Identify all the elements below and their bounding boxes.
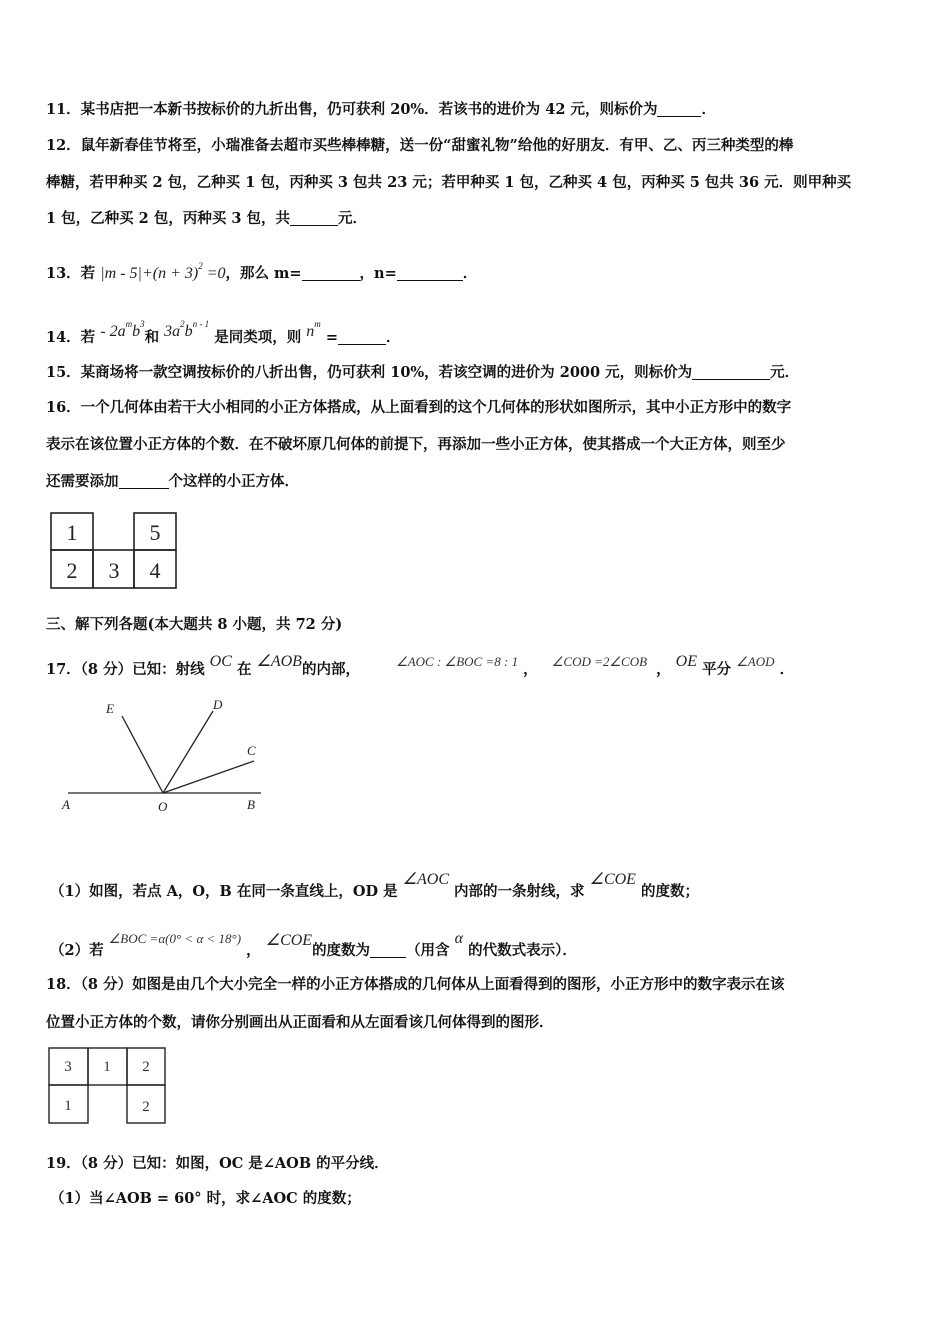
q11-blank[interactable]: [657, 102, 701, 117]
label-b: B: [247, 797, 255, 812]
question-12-line3: 1 包，乙种买 2 包，丙种买 3 包，共 元．: [46, 210, 368, 227]
label-e: E: [106, 701, 114, 716]
question-11: 11．某书店把一本新书按标价的九折出售，仍可获利 20%．若该书的进价为 42 元，则标价为 ．: [46, 101, 716, 118]
label-a: A: [62, 797, 70, 812]
question-17: 17．（8 分）已知：射线 OC 在 ∠AOB的内部， ∠AOC : ∠BOC =8 : 1 ， ∠COD =2∠COB ， OE 平分 ∠AOD ．: [46, 653, 795, 678]
q14-term2: $3a^2b^{n - 1}$: [164, 319, 210, 340]
question-19-line2: （1）当∠AOB = 60° 时，求∠AOC 的度数；: [50, 1190, 361, 1207]
grid-cell: 2: [66, 558, 78, 583]
label-o: O: [158, 799, 168, 814]
grid-cell: 5: [149, 520, 161, 545]
q14-term1: - $2a^mb^3$: [100, 319, 145, 340]
q13-m-blank[interactable]: [302, 266, 360, 281]
grid-cell: 3: [108, 558, 120, 583]
question-12-line1: 12．鼠年新春佳节将至，小瑞准备去超市买些棒棒糖，送一份“甜蜜礼物”给他的好朋友．有甲、乙、丙三种类型的棒: [46, 137, 794, 154]
section-3-heading: 三、解下列各题(本大题共 8 小题，共 72 分): [46, 616, 343, 633]
question-18-line1: 18．（8 分）如图是由几个大小完全一样的小正方体搭成的几何体从上面看得到的图形，小正方形中的数字表示在该: [46, 976, 785, 993]
q14-blank[interactable]: [338, 330, 386, 345]
ray-oc: [163, 761, 254, 793]
q11-text: 11．某书店把一本新书按标价的九折出售，仍可获利 20%．若该书的进价为 42 元，则标价为: [46, 101, 658, 118]
grid-cell: 1: [66, 520, 78, 545]
grid-cell: 1: [103, 1059, 111, 1075]
q17-part2-blank[interactable]: [370, 943, 406, 958]
q16-top-view-grid: [48, 510, 180, 592]
label-d: D: [213, 697, 223, 712]
q12-blank[interactable]: [290, 211, 338, 226]
q17-part1: （1）如图，若点 A，O，B 在同一条直线上，OD 是 ∠AOC 内部的一条射线，求 ∠COE 的度数；: [50, 871, 700, 900]
q16-blank[interactable]: [119, 474, 169, 489]
question-14: 14．若 - $2a^mb^3$和 $3a^2b^{n - 1}$ 是同类项，则 $n^m$ = ．: [46, 319, 401, 346]
ray-oe: [122, 716, 163, 793]
question-15: 15．某商场将一款空调按标价的八折出售，仍可获利 10%，若该空调的进价为 2000 元，则标价为 元．: [46, 364, 800, 381]
q13-equation: $|m - 5|+(n + 3)^2 =0$: [100, 261, 226, 282]
grid-cell: 3: [64, 1059, 72, 1075]
grid-cell: 1: [64, 1098, 72, 1114]
question-12-line2: 棒糖，若甲种买 2 包，乙种买 1 包，丙种买 3 包共 23 元；若甲种买 1 包，乙种买 4 包，丙种买 5 包共 36 元．则甲种买: [46, 174, 852, 191]
q13-n-blank[interactable]: [397, 266, 463, 281]
question-16-line2: 表示在该位置小正方体的个数．在不破坏原几何体的前提下，再添加一些小正方体，使其搭成一个大正方体，则至少: [46, 436, 786, 453]
question-18-line2: 位置小正方体的个数，请你分别画出从正面看和从左面看该几何体得到的图形．: [46, 1014, 554, 1031]
grid-cell: 4: [149, 558, 161, 583]
question-19-line1: 19．（8 分）已知：如图，OC 是∠AOB 的平分线．: [46, 1155, 389, 1172]
label-c: C: [247, 743, 256, 758]
grid-cell: 2: [142, 1059, 150, 1075]
q17-part2: （2）若 ∠BOC =α(0° < α < 18°) ， ∠COE的度数为 （用含 α 的代数式表示）．: [50, 930, 577, 959]
q15-blank[interactable]: [692, 365, 770, 380]
q14-term3: $n^m$: [306, 319, 321, 340]
q18-top-view-grid: [46, 1045, 168, 1127]
grid-cell: 2: [142, 1099, 150, 1115]
ray-od: [163, 711, 213, 793]
question-13: 13．若 $|m - 5|+(n + 3)^2 =0$，那么 m= ，n= ．: [46, 261, 478, 282]
question-16-line1: 16．一个几何体由若干大小相同的小正方体搭成，从上面看到的这个几何体的形状如图所示，其中小正方形中的数字: [46, 399, 792, 416]
q17-angle-figure: [56, 694, 276, 824]
question-16-line3: 还需要添加 个这样的小正方体．: [46, 473, 299, 490]
